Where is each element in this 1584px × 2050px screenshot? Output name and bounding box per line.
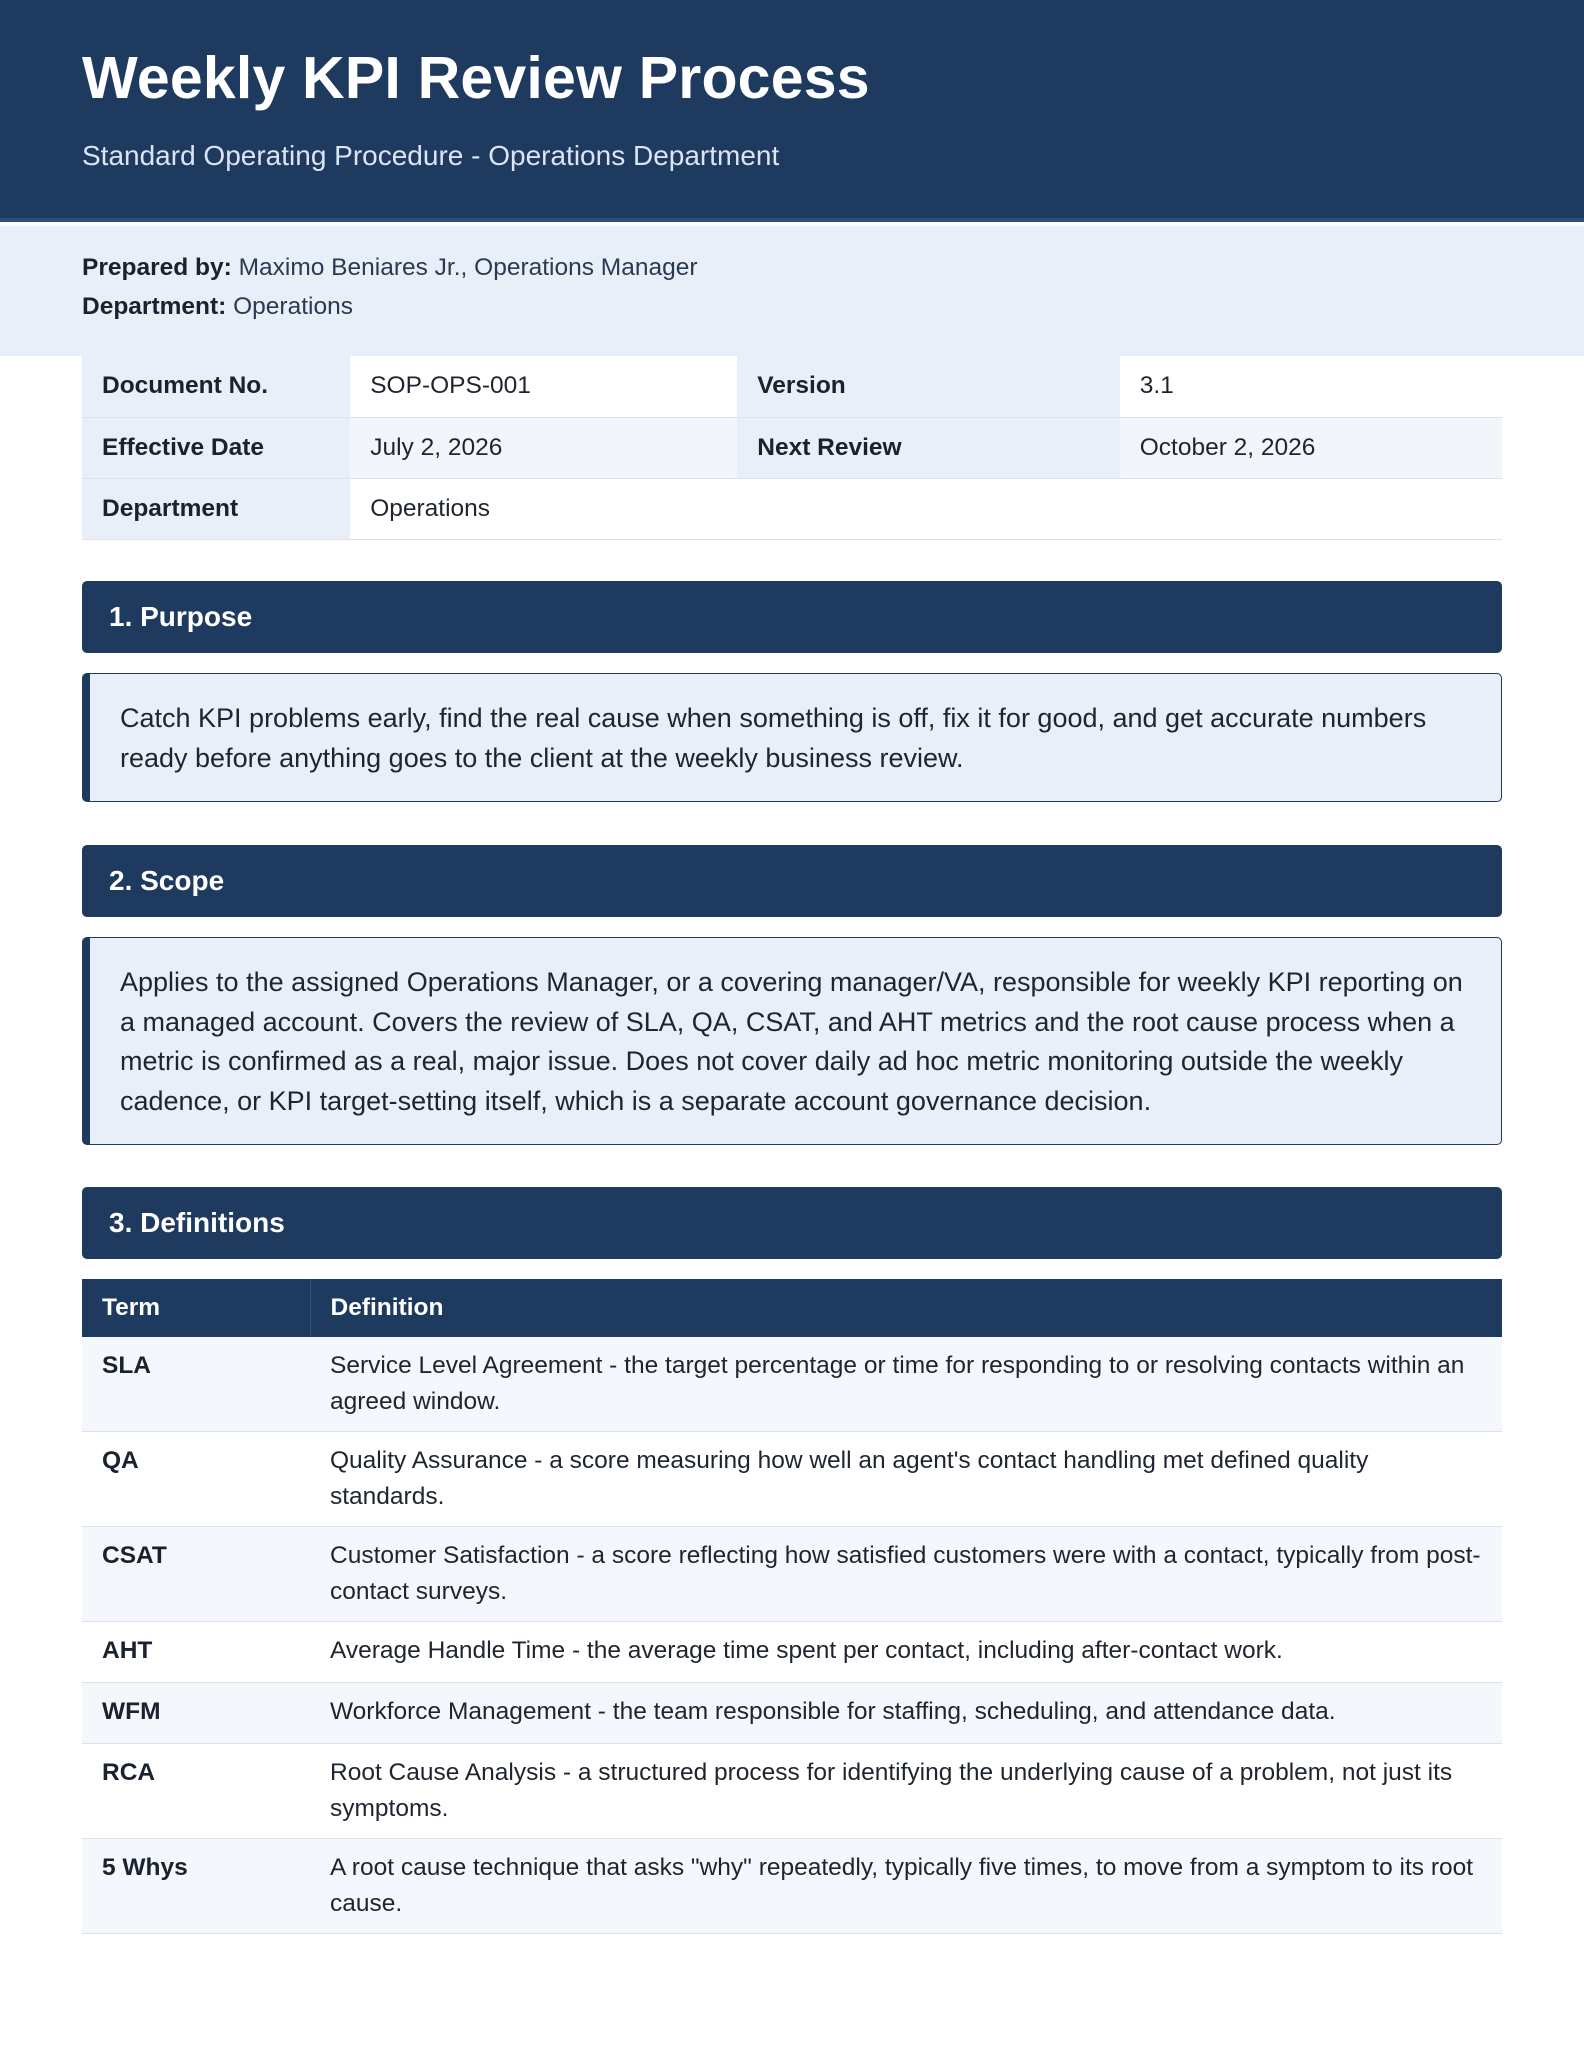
version-label: Version: [737, 356, 1119, 417]
definition-cell: Workforce Management - the team responsible for staffing, scheduling, and attendance data.: [310, 1683, 1502, 1744]
info-row: [82, 356, 1502, 417]
definitions-table: [82, 1279, 1502, 1934]
definition-cell: Root Cause Analysis - a structured process for identifying the underlying cause of a problem, not just its symptoms.: [310, 1744, 1502, 1839]
term-cell: AHT: [82, 1622, 310, 1683]
term-cell: SLA: [82, 1337, 310, 1432]
empty-cell: [737, 478, 1119, 539]
column-header-term: Term: [82, 1279, 310, 1337]
definition-cell: Customer Satisfaction - a score reflecting how satisfied customers were with a contact, typically from post-contact surveys.: [310, 1527, 1502, 1622]
info-row: [82, 478, 1502, 539]
prepared-by-value: Maximo Beniares Jr., Operations Manager: [238, 254, 698, 281]
next-review-value: October 2, 2026: [1120, 417, 1502, 478]
definition-cell: Quality Assurance - a score measuring how well an agent's contact handling met defined quality standards.: [310, 1432, 1502, 1527]
info-department-value: Operations: [350, 478, 737, 539]
department-value: Operations: [233, 293, 353, 320]
definition-cell: A root cause technique that asks "why" repeatedly, typically five times, to move from a symptom to its root cause.: [310, 1839, 1502, 1934]
doc-no-value: SOP-OPS-001: [350, 356, 737, 417]
term-cell: QA: [82, 1432, 310, 1527]
effective-date-value: July 2, 2026: [350, 417, 737, 478]
info-row: [82, 417, 1502, 478]
document-header: [0, 0, 1584, 222]
department-label: Department:: [82, 293, 227, 320]
empty-cell: [1120, 478, 1502, 539]
info-department-label: Department: [82, 478, 350, 539]
effective-date-label: Effective Date: [82, 417, 350, 478]
table-row: [82, 1683, 1502, 1744]
version-value: 3.1: [1120, 356, 1502, 417]
prepared-by-label: Prepared by:: [82, 254, 232, 281]
document-info-table: [82, 356, 1502, 540]
document-subtitle: Standard Operating Procedure - Operations Department: [82, 140, 780, 171]
definitions-heading: 3. Definitions: [82, 1187, 1502, 1259]
column-header-definition: Definition: [310, 1279, 1502, 1337]
table-row: [82, 1527, 1502, 1622]
prepared-by-line: [82, 254, 698, 282]
term-cell: 5 Whys: [82, 1839, 310, 1934]
table-row: [82, 1622, 1502, 1683]
document-title: Weekly KPI Review Process: [82, 45, 870, 111]
doc-no-label: Document No.: [82, 356, 350, 417]
definition-cell: Average Handle Time - the average time spent per contact, including after-contact work.: [310, 1622, 1502, 1683]
scope-heading: 2. Scope: [82, 845, 1502, 917]
table-row: [82, 1839, 1502, 1934]
table-row: [82, 1337, 1502, 1432]
term-cell: CSAT: [82, 1527, 310, 1622]
table-header-row: [82, 1279, 1502, 1337]
purpose-callout: Catch KPI problems early, find the real cause when something is off, fix it for good, and get accurate numbers ready before anything goes to the client at the weekly business review.: [82, 673, 1502, 802]
meta-band: [0, 226, 1584, 356]
table-row: [82, 1432, 1502, 1527]
table-row: [82, 1744, 1502, 1839]
next-review-label: Next Review: [737, 417, 1119, 478]
scope-callout: Applies to the assigned Operations Manager, or a covering manager/VA, responsible for weekly KPI reporting on a managed account. Covers the review of SLA, QA, CSAT, and AHT metrics and the root cause process when a metric is confirmed as a real, major issue. Does not cover daily ad hoc metric monitoring outside the weekly cadence, or KPI target-setting itself, which is a separate account governance decision.: [82, 937, 1502, 1145]
term-cell: RCA: [82, 1744, 310, 1839]
term-cell: WFM: [82, 1683, 310, 1744]
department-line: [82, 293, 353, 321]
purpose-heading: 1. Purpose: [82, 581, 1502, 653]
definition-cell: Service Level Agreement - the target percentage or time for responding to or resolving contacts within an agreed window.: [310, 1337, 1502, 1432]
